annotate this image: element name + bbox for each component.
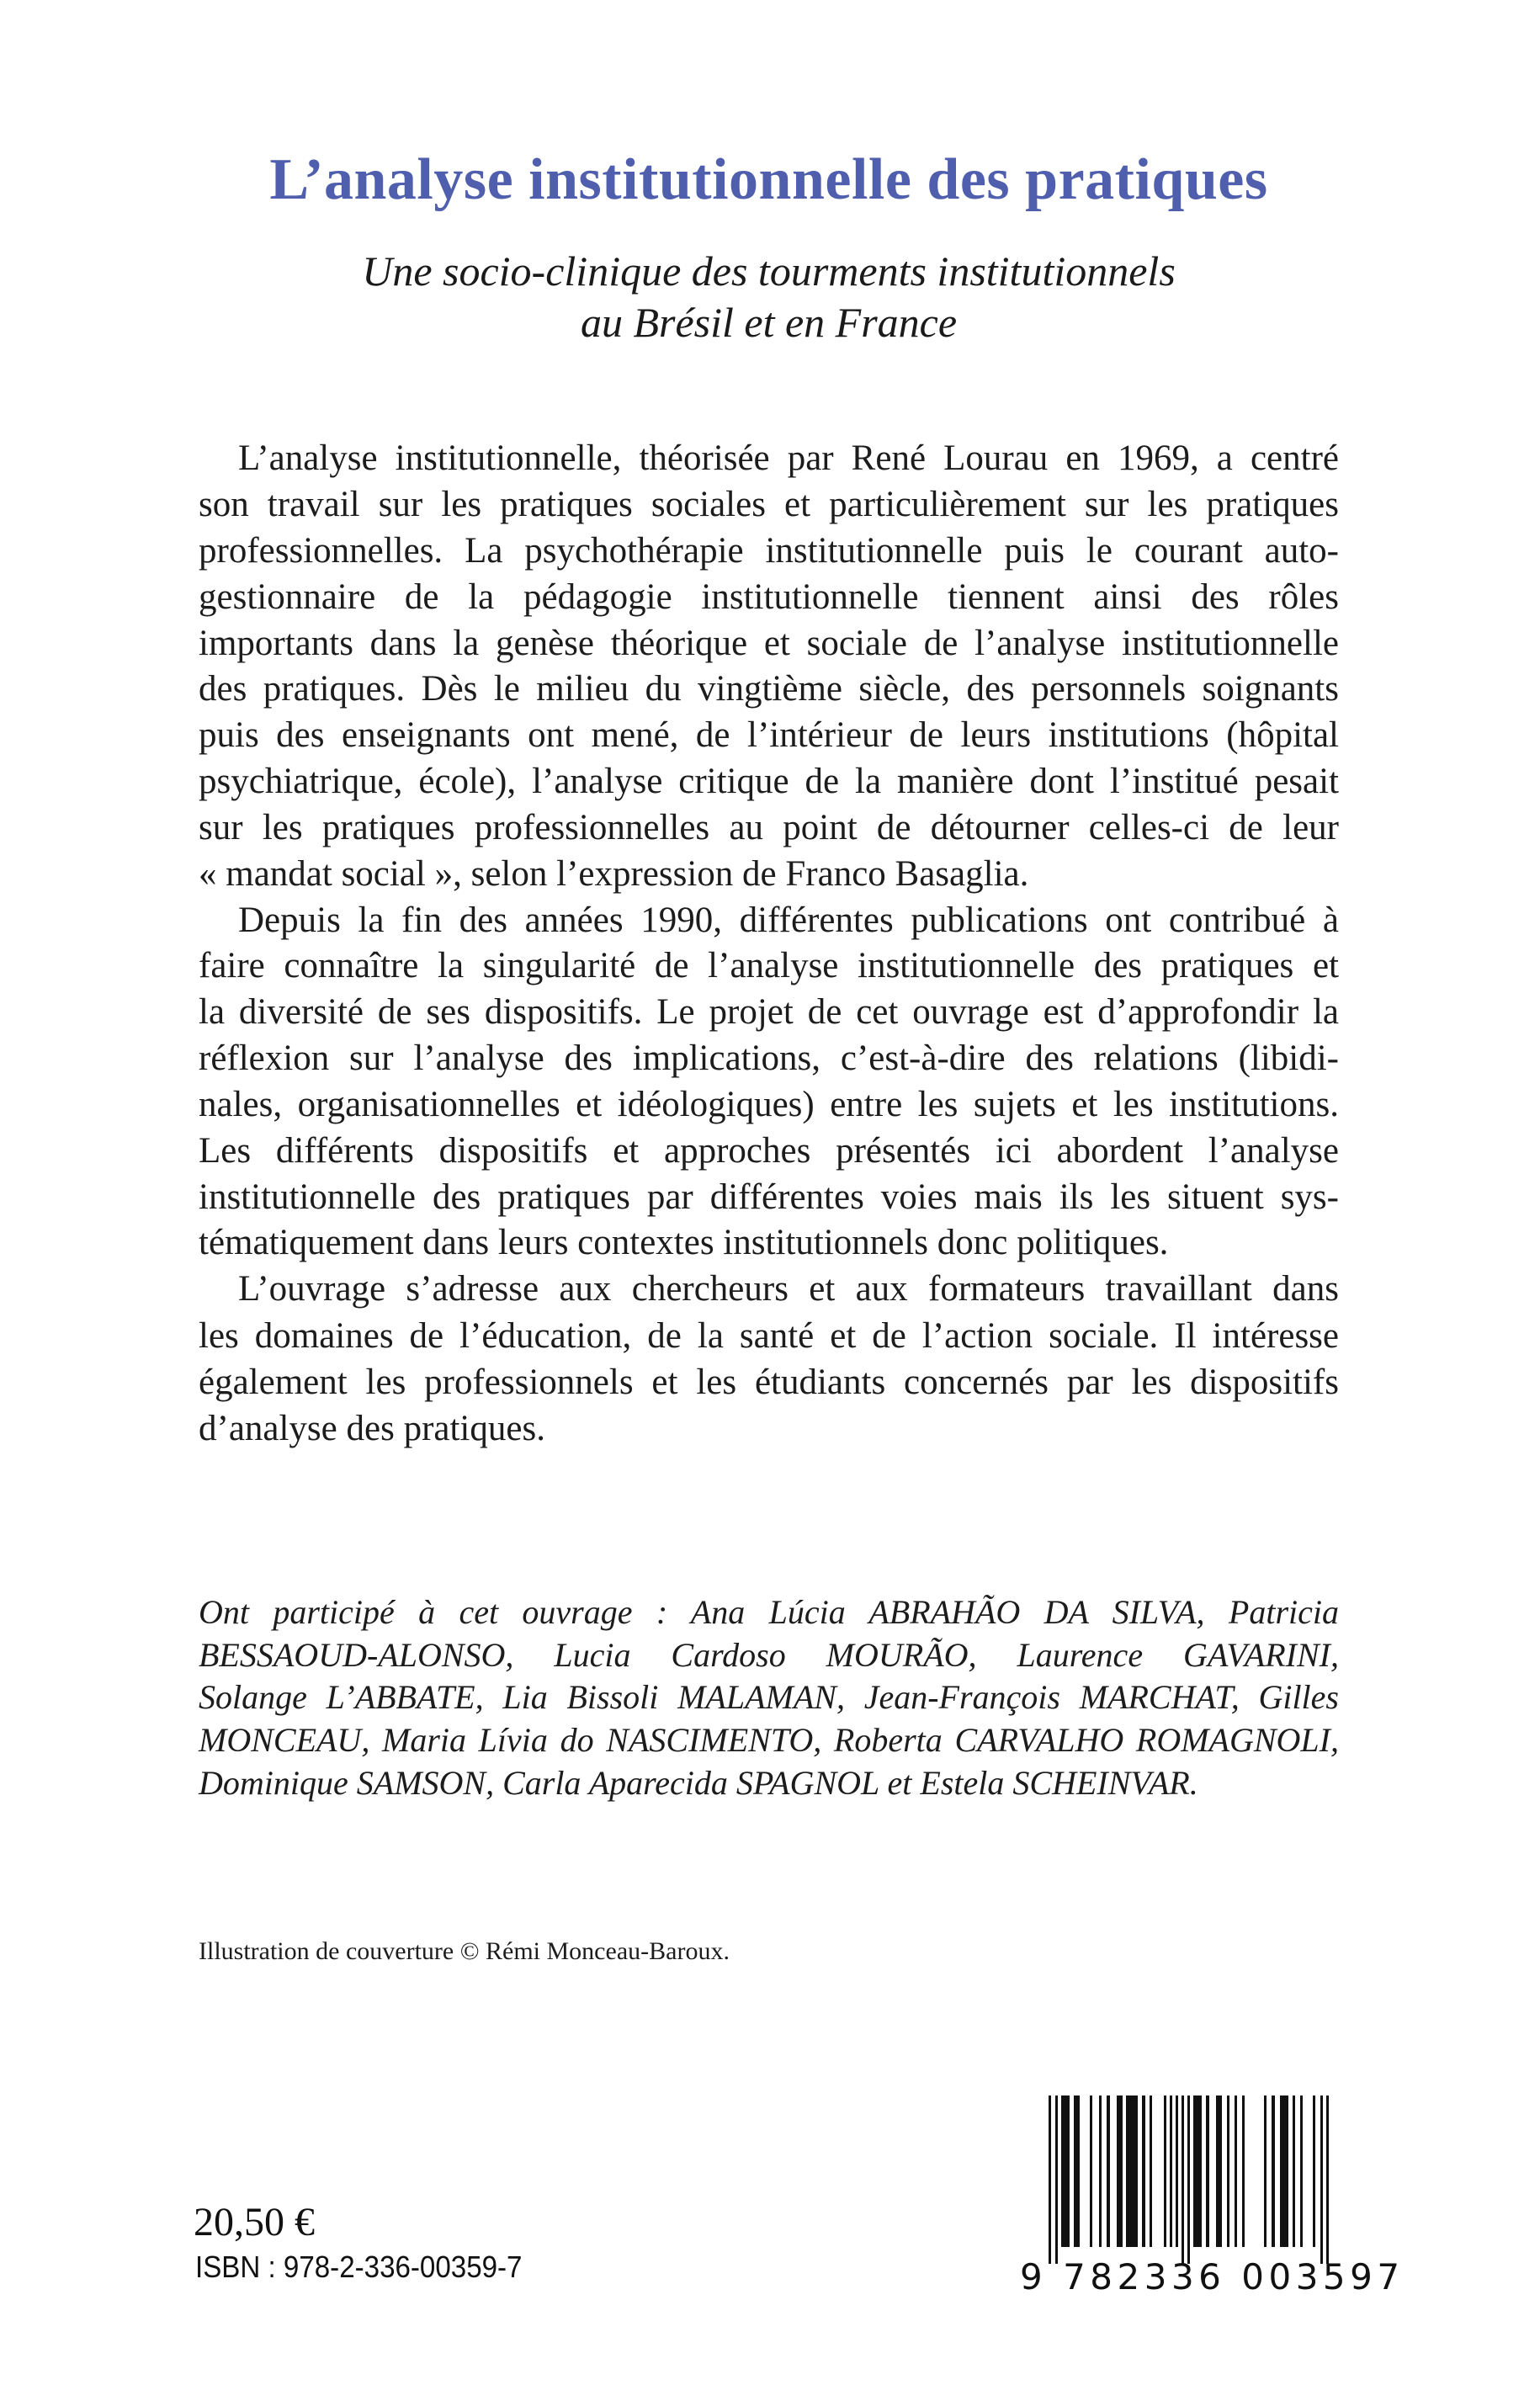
blurb-line: la diversité de ses dispositifs. Le projet de cet ouvrage est d’approfondir la <box>199 992 1339 1032</box>
book-title: L’analyse institutionnelle des pratiques <box>269 147 1268 212</box>
contributors-line: BESSAOUD-ALONSO, Lucia Cardoso MOURÃO, Laurence GAVARINI, <box>199 1636 1339 1674</box>
book-subtitle-line-2: au Brésil et en France <box>580 299 958 346</box>
blurb-line: L’ouvrage s’adresse aux chercheurs et aux formateurs travaillant dans <box>238 1269 1339 1309</box>
blurb-line: institutionnelle des pratiques par différentes voies mais ils les situent sys- <box>199 1177 1339 1217</box>
price: 20,50 € <box>194 2200 315 2244</box>
blurb-line: Depuis la fin des années 1990, différentes publications ont contribué à <box>238 900 1339 940</box>
blurb-line: gestionnaire de la pédagogie institutionnelle tiennent ainsi des rôles <box>199 577 1339 617</box>
blurb-line: son travail sur les pratiques sociales et particulièrement sur les pratiques <box>199 485 1339 524</box>
illustration-credit: Illustration de couverture © Rémi Monceau-Baroux. <box>199 1937 730 1965</box>
blurb-line: L’analyse institutionnelle, théorisée par René Lourau en 1969, a centré <box>238 438 1339 478</box>
contributors-line: Solange L’ABBATE, Lia Bissoli MALAMAN, Jean-François MARCHAT, Gilles <box>199 1678 1339 1716</box>
blurb-line: nales, organisationnelles et idéologiques) entre les sujets et les institutions. <box>199 1085 1339 1124</box>
contributors-line: Ont participé à cet ouvrage : Ana Lúcia ABRAHÃO DA SILVA, Patricia <box>199 1593 1339 1631</box>
blurb-line: sur les pratiques professionnelles au point de détourner celles-ci de leur <box>199 808 1339 847</box>
blurb-line: psychiatrique, école), l’analyse critique de la manière dont l’institué pesait <box>199 762 1339 801</box>
blurb-line: importants dans la genèse théorique et sociale de l’analyse institutionnelle <box>199 624 1339 663</box>
blurb-line: des pratiques. Dès le milieu du vingtième siècle, des personnels soignants <box>199 669 1339 709</box>
blurb-line: les domaines de l’éducation, de la santé et de l’action sociale. Il intéresse <box>199 1316 1339 1356</box>
isbn: ISBN : 978-2-336-00359-7 <box>195 2250 523 2284</box>
contributors-line: Dominique SAMSON, Carla Aparecida SPAGNOL et Estela SCHEINVAR. <box>199 1764 1198 1802</box>
blurb-line: tématiquement dans leurs contextes institutionnels donc politiques. <box>199 1223 1169 1262</box>
book-subtitle-line-1: Une socio-clinique des tourments institutionnels <box>362 247 1176 295</box>
blurb-line: d’analyse des pratiques. <box>199 1409 545 1448</box>
blurb-line: également les professionnels et les étudiants concernés par les dispositifs <box>199 1362 1339 1402</box>
blurb-line: puis des enseignants ont mené, de l’intérieur de leurs institutions (hôpital <box>199 715 1339 755</box>
blurb-line: faire connaître la singularité de l’analyse institutionnelle des pratiques et <box>199 946 1339 985</box>
blurb-line: Les différents dispositifs et approches présentés ici abordent l’analyse <box>199 1131 1339 1171</box>
blurb-line: professionnelles. La psychothérapie institutionnelle puis le courant auto- <box>199 531 1339 571</box>
barcode-digits: 9 782336 003597 <box>1020 2256 1405 2297</box>
contributors-line: MONCEAU, Maria Lívia do NASCIMENTO, Roberta CARVALHO ROMAGNOLI, <box>199 1721 1339 1759</box>
blurb-line: « mandat social », selon l’expression de Franco Basaglia. <box>199 854 1029 894</box>
blurb-line: réflexion sur l’analyse des implications, c’est-à-dire des relations (libidi- <box>199 1038 1339 1078</box>
